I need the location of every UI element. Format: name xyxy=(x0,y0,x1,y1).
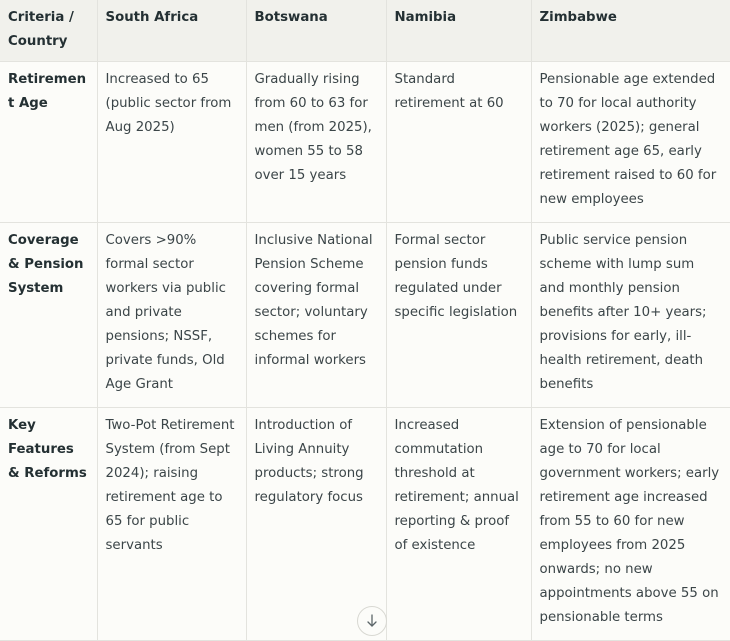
header-row xyxy=(0,0,730,62)
row-label-coverage: Coverage & Pension System xyxy=(0,223,97,408)
cell-botswana: Introduction of Living Annuity products; strong regulatory focus xyxy=(246,408,386,641)
cell-namibia: Formal sector pension funds regulated under specific legislation xyxy=(386,223,531,408)
row-label-retirement-age: Retirement Age xyxy=(0,62,97,223)
cell-south-africa: Covers >90% formal sector workers via public and private pensions; NSSF, private funds, Old Age Grant xyxy=(97,223,246,408)
table-row xyxy=(0,62,730,223)
header-zimbabwe: Zimbabwe xyxy=(531,0,730,62)
header-botswana: Botswana xyxy=(246,0,386,62)
header-namibia: Namibia xyxy=(386,0,531,62)
cell-zimbabwe: Pensionable age extended to 70 for local authority workers (2025); general retirement age 65, early retirement raised to 60 for new employees xyxy=(531,62,730,223)
cell-botswana: Inclusive National Pension Scheme covering formal sector; voluntary schemes for informal workers xyxy=(246,223,386,408)
cell-south-africa: Increased to 65 (public sector from Aug 2025) xyxy=(97,62,246,223)
arrow-down-icon xyxy=(366,614,378,628)
row-label-key-features: Key Features & Reforms xyxy=(0,408,97,641)
table-row xyxy=(0,408,730,641)
header-south-africa: South Africa xyxy=(97,0,246,62)
scroll-down-button[interactable] xyxy=(357,606,387,636)
cell-south-africa: Two-Pot Retirement System (from Sept 2024); raising retirement age to 65 for public servants xyxy=(97,408,246,641)
header-criteria: Criteria / Country xyxy=(0,0,97,62)
table-row xyxy=(0,223,730,408)
cell-namibia: Increased commutation threshold at retirement; annual reporting & proof of existence xyxy=(386,408,531,641)
cell-zimbabwe: Public service pension scheme with lump sum and monthly pension benefits after 10+ years; provisions for early, ill-health retirement, death benefits xyxy=(531,223,730,408)
cell-botswana: Gradually rising from 60 to 63 for men (from 2025), women 55 to 58 over 15 years xyxy=(246,62,386,223)
cell-zimbabwe: Extension of pensionable age to 70 for local government workers; early retirement age increased from 55 to 60 for new employees from 2025 onwards; no new appointments above 55 on pensionable terms xyxy=(531,408,730,641)
cell-namibia: Standard retirement at 60 xyxy=(386,62,531,223)
